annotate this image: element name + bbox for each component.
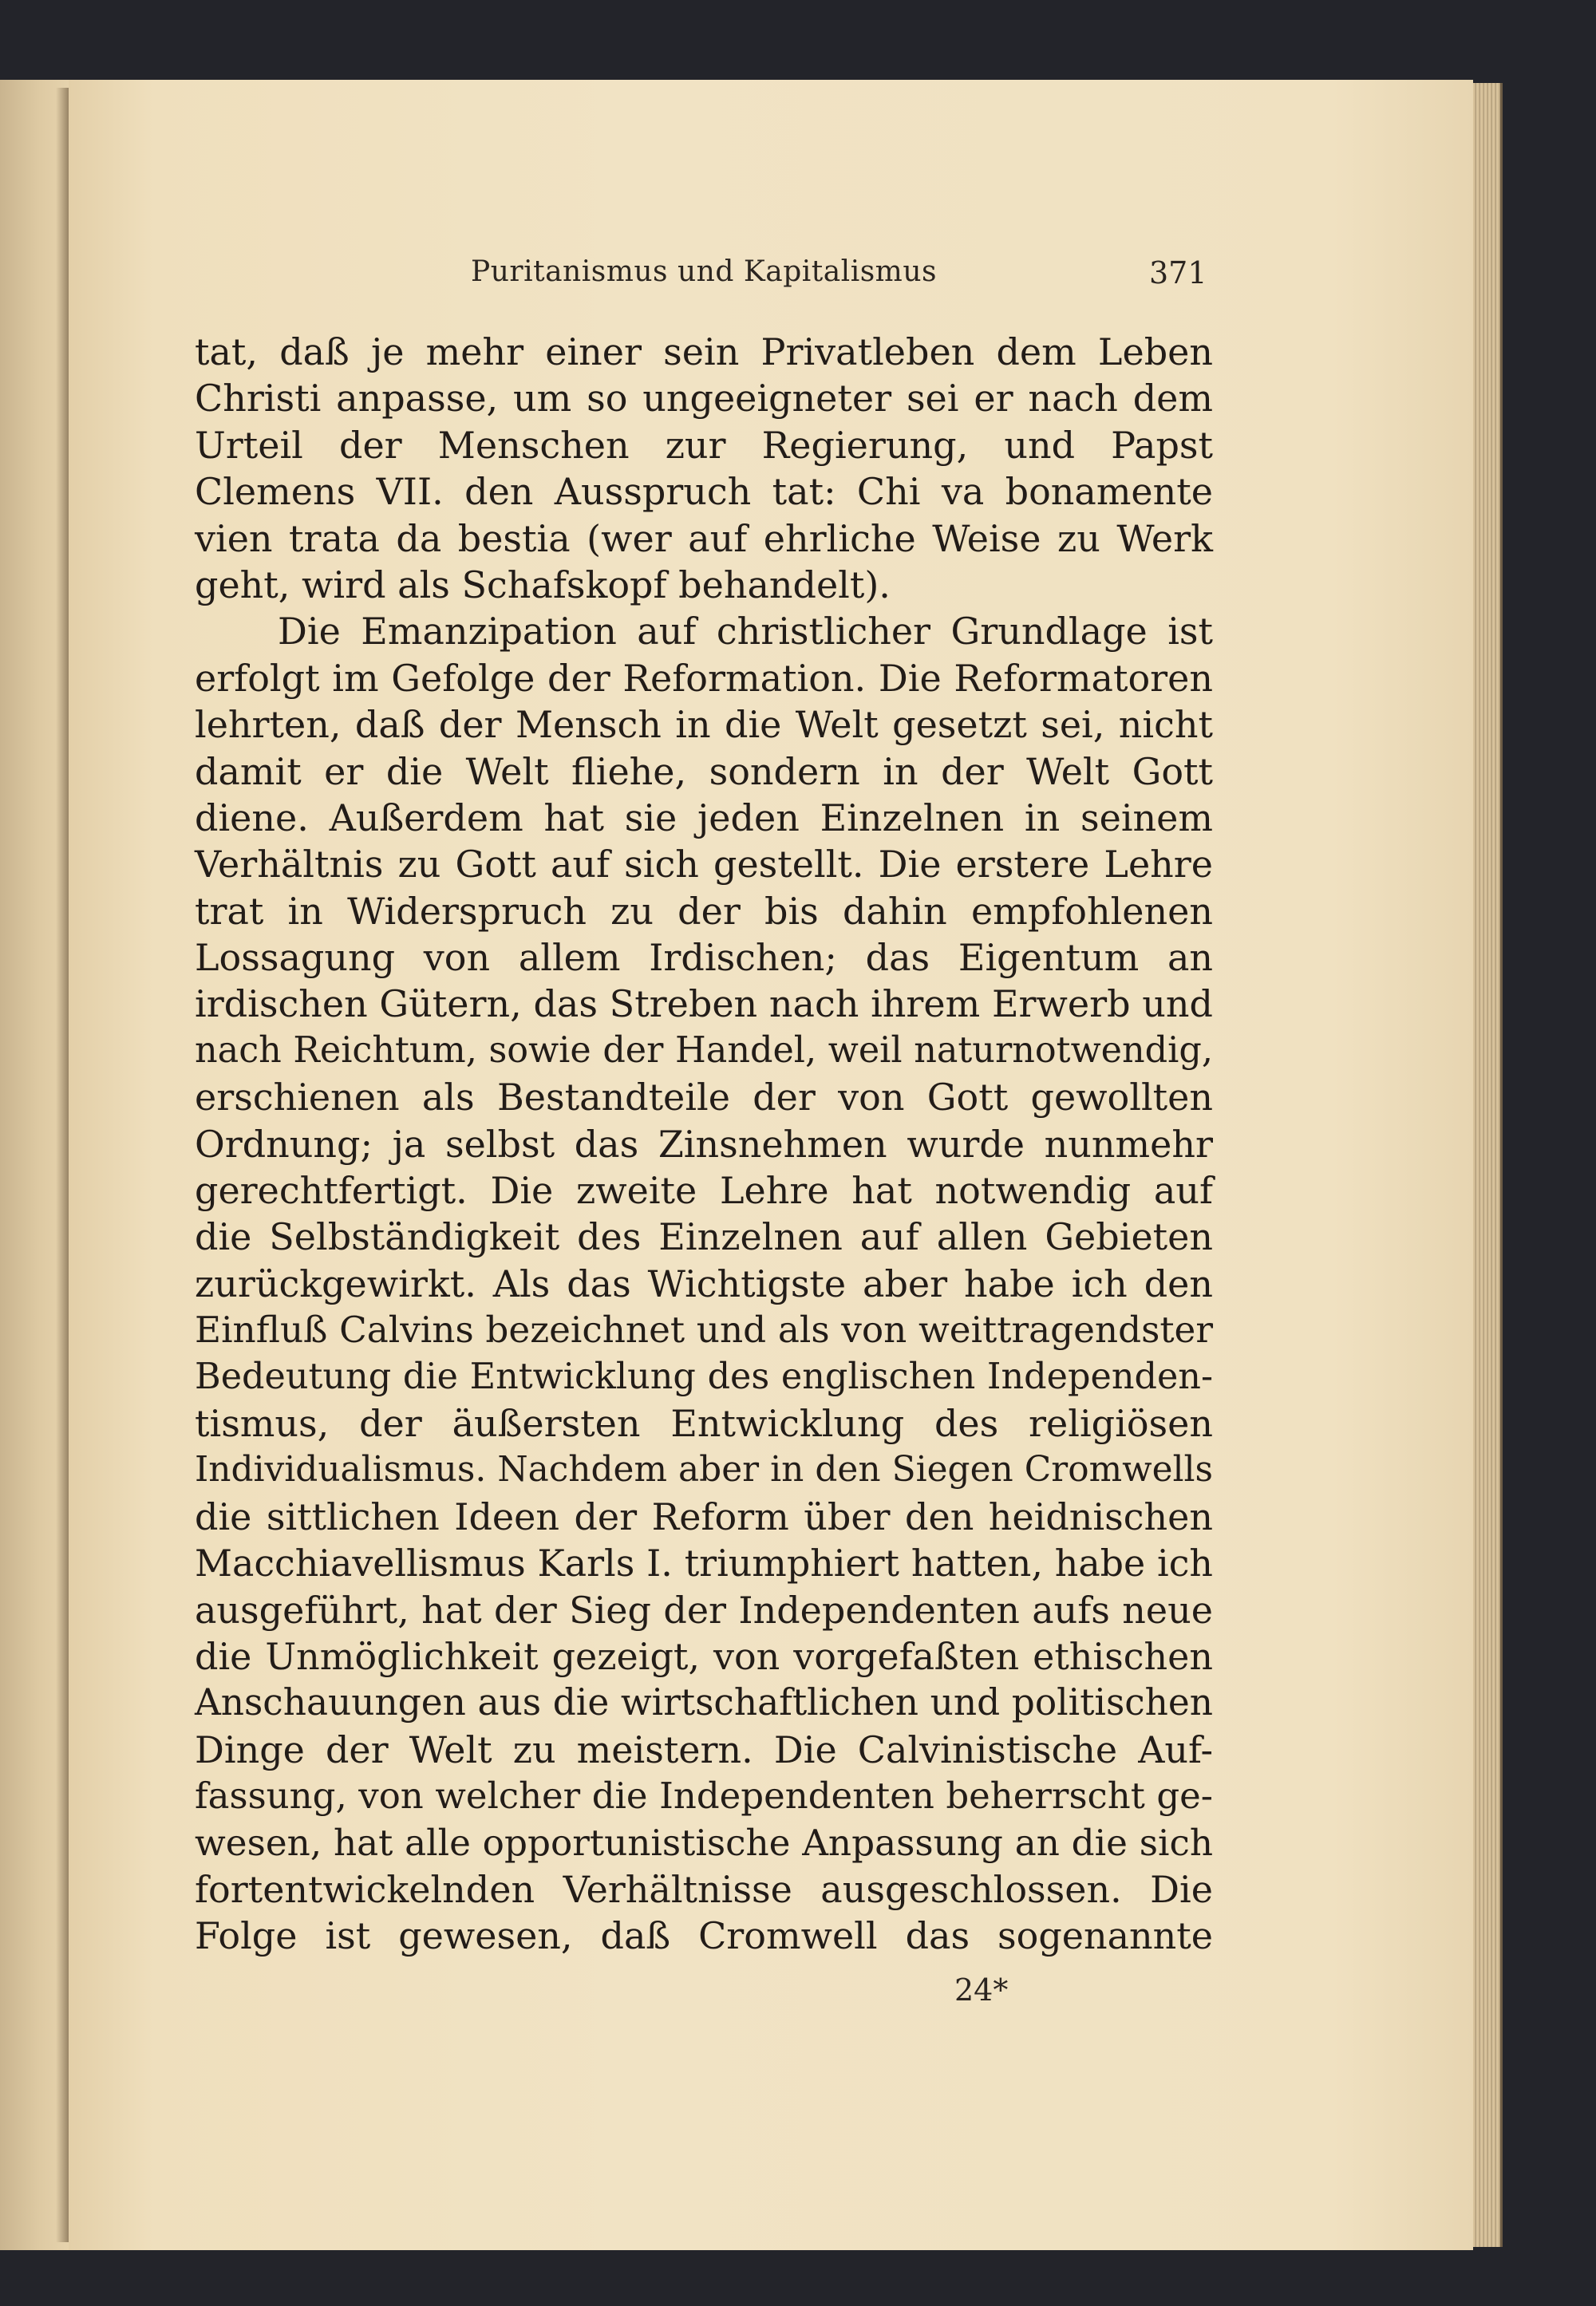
text-line: diene. Außerdem hat sie jeden Einzelnen in seinem xyxy=(195,796,1213,839)
text-line: die Unmöglichkeit gezeigt, von vorgefaßten ethischen xyxy=(195,1634,1213,1678)
text-line: irdischen Gütern, das Streben nach ihrem Erwerb und xyxy=(195,982,1213,1026)
text-line: erschienen als Bestandteile der von Gott gewollten xyxy=(195,1076,1213,1119)
text-line: damit er die Welt fliehe, sondern in der Welt Gott xyxy=(195,749,1213,793)
signature-mark: 24* xyxy=(954,1972,1009,2008)
text-line: vien trata da bestia (wer auf ehrliche Weise zu Werk xyxy=(195,516,1213,560)
text-line: Anschauungen aus die wirtschaftlichen und politischen xyxy=(195,1681,1213,1724)
text-line: Folge ist gewesen, daß Cromwell das sogenannte xyxy=(195,1914,1213,1958)
text-line: Einfluß Calvins bezeichnet und als von weittragendster xyxy=(195,1309,1213,1352)
text-line: Ordnung; ja selbst das Zinsnehmen wurde nunmehr xyxy=(195,1122,1213,1166)
text-line: Christi anpasse, um so ungeeigneter sei er nach dem xyxy=(195,377,1213,421)
text-line: nach Reichtum, sowie der Handel, weil naturnotwendig, xyxy=(195,1029,1213,1071)
text-line: trat in Widerspruch zu der bis dahin empfohlenen xyxy=(195,889,1213,933)
text-line: gerechtfertigt. Die zweite Lehre hat notwendig auf xyxy=(195,1169,1213,1213)
text-line: die Selbständigkeit des Einzelnen auf allen Gebieten xyxy=(195,1215,1213,1259)
text-line: ausgeführt, hat der Sieg der Independenten aufs neue xyxy=(195,1588,1213,1632)
text-line: lehrten, daß der Mensch in die Welt gesetzt sei, nicht xyxy=(195,703,1213,747)
text-line: Macchiavellismus Karls I. triumphiert hatten, habe ich xyxy=(195,1542,1213,1585)
text-line: Verhältnis zu Gott auf sich gestellt. Die erstere Lehre xyxy=(195,843,1213,886)
text-line: zurückgewirkt. Als das Wichtigste aber habe ich den xyxy=(195,1262,1213,1305)
text-line: Individualismus. Nachdem aber in den Siegen Cromwells xyxy=(195,1449,1213,1491)
page-number: 371 xyxy=(1149,255,1207,290)
text-line: Dinge der Welt zu meistern. Die Calvinistische Auf- xyxy=(195,1728,1213,1771)
text-line: Bedeutung die Entwicklung des englischen Independen- xyxy=(195,1356,1213,1397)
text-line: fortentwickelnden Verhältnisse ausgeschlossen. Die xyxy=(195,1867,1213,1911)
text-line: geht, wird als Schafskopf behandelt). xyxy=(195,563,891,606)
text-line: wesen, hat alle opportunistische Anpassung an die sich xyxy=(195,1821,1213,1864)
body-text xyxy=(195,329,1213,1960)
text-line: fassung, von welcher die Independenten beherrscht ge- xyxy=(195,1775,1213,1818)
text-line: erfolgt im Gefolge der Reformation. Die Reformatoren xyxy=(195,656,1213,700)
running-head: Puritanismus und Kapitalismus xyxy=(471,255,937,288)
text-line: Clemens VII. den Ausspruch tat: Chi va bonamente xyxy=(195,470,1213,514)
text-line: tismus, der äußersten Entwicklung des religiösen xyxy=(195,1401,1213,1445)
text-line: Die Emanzipation auf christlicher Grundlage ist xyxy=(278,610,1213,653)
text-line: die sittlichen Ideen der Reform über den heidnischen xyxy=(195,1495,1213,1538)
text-line: Urteil der Menschen zur Regierung, und Papst xyxy=(195,423,1213,467)
page-edges xyxy=(1473,83,1503,2247)
text-line: tat, daß je mehr einer sein Privatleben dem Leben xyxy=(195,330,1213,373)
text-line: Lossagung von allem Irdischen; das Eigentum an xyxy=(195,936,1213,980)
